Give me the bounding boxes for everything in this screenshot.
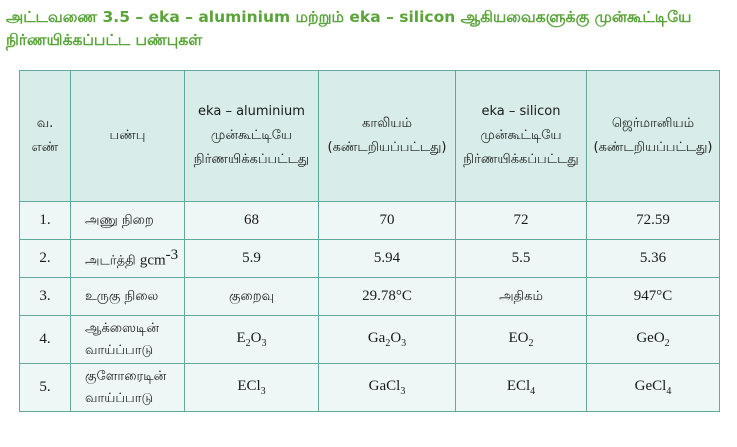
formula-subscript: 2 <box>528 338 534 349</box>
row-property <box>71 364 185 412</box>
header-eka-al-line3: நிர்ணயிக்கப்பட்டது <box>193 152 310 167</box>
cell-eka-si: 5.5 <box>456 240 587 278</box>
cell-eka-al: 68 <box>185 202 319 240</box>
table-row <box>20 202 720 240</box>
cell-eka-si <box>456 364 587 412</box>
density-exponent: -3 <box>165 247 179 264</box>
table-row <box>20 364 720 412</box>
cell-eka-al <box>185 364 319 412</box>
density-label: அடர்த்தி <box>85 253 140 269</box>
header-germanium-line1: ஜெர்மானியம் <box>611 116 695 131</box>
cell-eka-al: 5.9 <box>185 240 319 278</box>
cell-eka-al <box>185 316 319 364</box>
header-property: பண்பு <box>71 71 185 202</box>
cell-gallium: 29.78°C <box>319 278 456 316</box>
cell-eka-si <box>456 316 587 364</box>
row-sno: 4. <box>20 316 71 364</box>
formula-part: GeCl <box>634 378 667 394</box>
cell-germanium: 5.36 <box>587 240 720 278</box>
cell-germanium <box>587 316 720 364</box>
header-sno <box>20 71 71 202</box>
formula-subscript: 4 <box>666 386 672 397</box>
cell-germanium: 947°C <box>587 278 720 316</box>
formula-part: ECl <box>237 378 261 394</box>
table-caption: அட்டவணை 3.5 – eka – aluminium மற்றும் eka – silicon ஆகியவைகளுக்கு முன்கூட்டியே நிர்ணயிக்கப்பட்ட பண்புகள் <box>6 8 692 49</box>
header-gallium-line2: (கண்டறியப்பட்டது) <box>327 140 447 155</box>
formula-part: GeO <box>636 330 665 346</box>
row-sno: 2. <box>20 240 71 278</box>
cell-germanium <box>587 364 720 412</box>
formula-part: ECl <box>506 378 531 394</box>
formula-part: O <box>390 330 402 346</box>
row-sno: 5. <box>20 364 71 412</box>
header-eka-aluminium <box>185 71 319 202</box>
header-sno-line1: வ. <box>36 116 54 131</box>
header-gallium-line1: காலியம் <box>362 116 412 131</box>
row-property <box>71 316 185 364</box>
row-sno: 3. <box>20 278 71 316</box>
row-property: உருகு நிலை <box>71 278 185 316</box>
formula-subscript: 2 <box>245 338 251 349</box>
formula-subscript: 2 <box>664 338 670 349</box>
properties-table <box>19 70 720 412</box>
cell-gallium <box>319 316 456 364</box>
formula-subscript: 3 <box>400 386 406 397</box>
cell-gallium <box>319 364 456 412</box>
header-eka-si-line2: முன்கூட்டியே <box>480 128 562 143</box>
header-sno-line2: எண் <box>31 140 59 155</box>
header-eka-si-line3: நிர்ணயிக்கப்பட்டது <box>463 152 579 167</box>
formula-part: Ga <box>367 330 386 346</box>
row-property-line1: ஆக்ஸைடின் <box>85 320 159 336</box>
header-eka-al-line1: eka – aluminium <box>198 104 305 119</box>
row-property-line1: குளோரைடின் <box>85 368 167 384</box>
formula-subscript: 4 <box>530 386 536 397</box>
header-germanium-line2: (கண்டறியப்பட்டது) <box>593 140 713 155</box>
formula-part: GaCl <box>368 378 401 394</box>
row-property-line2: வாய்ப்பாடு <box>85 390 154 406</box>
row-property: அணு நிறை <box>71 202 185 240</box>
row-sno: 1. <box>20 202 71 240</box>
formula-part: EO <box>508 330 529 346</box>
header-eka-al-line2: முன்கூட்டியே <box>210 128 293 143</box>
header-row <box>20 71 720 202</box>
formula-subscript: 3 <box>401 338 407 349</box>
formula-part: E <box>236 330 246 346</box>
cell-eka-si: 72 <box>456 202 587 240</box>
header-gallium <box>319 71 456 202</box>
cell-eka-al: குறைவு <box>185 278 319 316</box>
table-row <box>20 316 720 364</box>
cell-gallium: 70 <box>319 202 456 240</box>
header-eka-si-line1: eka – silicon <box>481 104 561 119</box>
header-germanium <box>587 71 720 202</box>
table-row <box>20 240 720 278</box>
formula-part: O <box>250 330 262 346</box>
formula-subscript: 2 <box>385 338 391 349</box>
formula-subscript: 3 <box>260 386 266 397</box>
formula-subscript: 3 <box>261 338 267 349</box>
density-unit: gcm <box>139 252 166 269</box>
cell-gallium: 5.94 <box>319 240 456 278</box>
row-property-line2: வாய்ப்பாடு <box>85 342 154 358</box>
header-eka-silicon <box>456 71 587 202</box>
cell-eka-si: அதிகம் <box>456 278 587 316</box>
cell-germanium: 72.59 <box>587 202 720 240</box>
table-row <box>20 278 720 316</box>
row-property <box>71 240 185 278</box>
